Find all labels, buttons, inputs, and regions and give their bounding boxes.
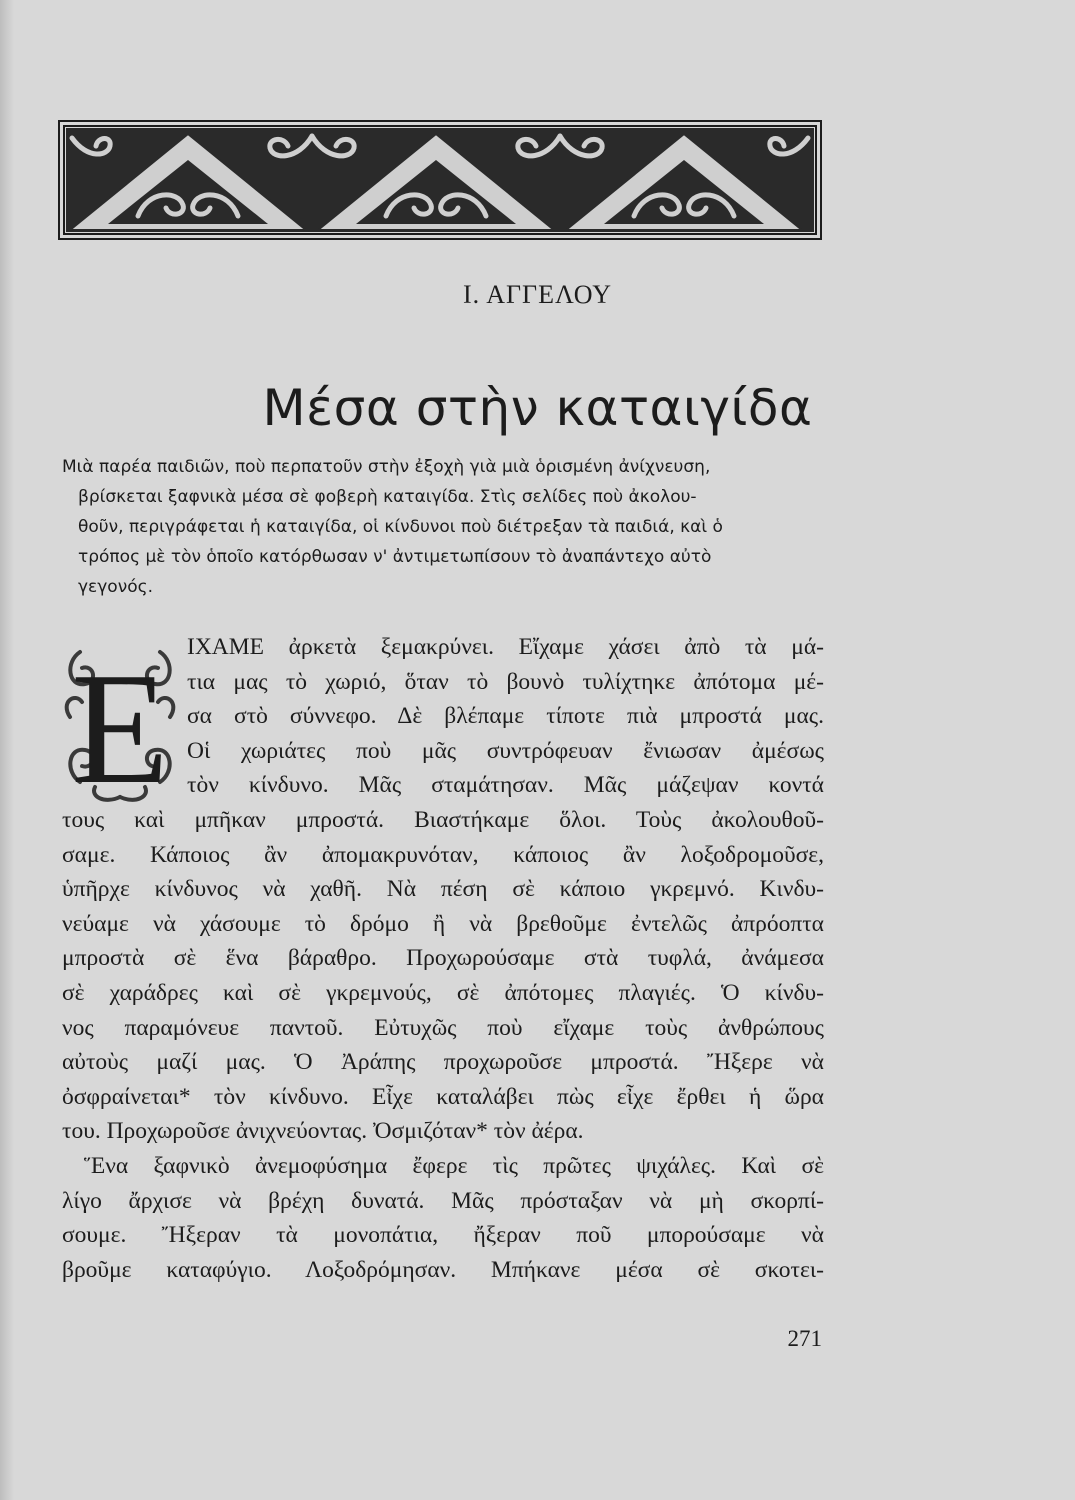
body-line: σουμε. Ἤξεραν τὰ μονοπάτια, ἤξεραν ποῦ μπορούσαμε νὰ — [62, 1222, 824, 1249]
chapter-summary — [62, 452, 822, 602]
summary-line: γεγονός. — [78, 577, 153, 597]
body-line: ΙΧΑΜΕ ἀρκετὰ ξεμακρύνει. Εἴχαμε χάσει ἀπὸ τὰ μά- — [187, 634, 824, 660]
body-line: σα στὸ σύννεφο. Δὲ βλέπαμε τίποτε πιὰ μπροστά μας. — [187, 703, 824, 730]
page-number: 271 — [787, 1326, 822, 1351]
body-line: σὲ χαράδρες καὶ σὲ γκρεμνούς, σὲ ἀπότομες πλαγιές. Ὁ κίνδυ- — [62, 979, 824, 1006]
body-line: του. Προχωροῦσε ἀνιχνεύοντας. Ὀσμιζόταν* τὸν ἀέρα. — [62, 1118, 584, 1145]
ornament-graphic — [58, 120, 822, 240]
body-line: σαμε. Κάποιος ἂν ἀπομακρυνόταν, κάποιος ἂν λοξοδρομοῦσε, — [62, 841, 824, 868]
body-line: ὑπῆρχε κίνδυνος νὰ χαθῆ. Νὰ πέση σὲ κάποιο γκρεμνό. Κινδυ- — [62, 876, 824, 903]
page-edge — [0, 0, 14, 1500]
body-line: λίγο ἄρχισε νὰ βρέχη δυνατά. Μᾶς πρόσταξαν νὰ μὴ σκορπί- — [62, 1187, 824, 1214]
summary-line: βρίσκεται ξαφνικὰ μέσα σὲ φοβερὴ καταιγίδα. Στὶς σελίδες ποὺ ἀκολου- — [78, 487, 697, 507]
body-line: τους καὶ μπῆκαν μπροστά. Βιαστήκαμε ὅλοι. Τοὺς ἀκολουθοῦ- — [62, 806, 824, 833]
body-line: τὸν κίνδυνο. Μᾶς σταμάτησαν. Μᾶς μάζεψαν κοντά — [187, 772, 824, 799]
body-line: μπροστὰ σὲ ἕνα βάραθρο. Προχωρούσαμε στὰ τυφλά, ἀνάμεσα — [62, 945, 824, 972]
body-line: τια μας τὸ χωριό, ὅταν τὸ βουνὸ τυλίχτηκε ἀπότομα μέ- — [187, 668, 824, 695]
summary-line: Μιὰ παρέα παιδιῶν, ποὺ περπατοῦν στὴν ἐξοχὴ γιὰ μιὰ ὁρισμένη ἀνίχνευση, — [62, 457, 711, 477]
summary-line: τρόπος μὲ τὸν ὁποῖο κατόρθωσαν ν' ἀντιμετωπίσουν τὸ ἀναπάντεχο αὐτὸ — [78, 547, 712, 567]
body-text — [62, 630, 824, 1287]
body-line: ὀσφραίνεται* τὸν κίνδυνο. Εἶχε καταλάβει πὼς εἶχε ἔρθει ἡ ὥρα — [62, 1083, 824, 1110]
chapter-title: Μέσα στὴν καταιγίδα — [262, 378, 813, 437]
body-line: Οἱ χωριάτες ποὺ μᾶς συντρόφευαν ἔνιωσαν ἀμέσως — [187, 737, 824, 764]
ornamental-banner — [58, 120, 822, 240]
body-line: νος παραμόνευε παντοῦ. Εὐτυχῶς ποὺ εἴχαμε τοὺς ἀνθρώπους — [62, 1014, 824, 1041]
body-line: νεύαμε νὰ χάσουμε τὸ δρόμο ἢ νὰ βρεθοῦμε ἐντελῶς ἀπρόοπτα — [62, 910, 824, 937]
drop-cap-letter: Ε — [71, 639, 169, 808]
body-line: αὐτοὺς μαζί μας. Ὁ Ἀράπης προχωροῦσε μπροστά. Ἤξερε νὰ — [62, 1049, 824, 1076]
body-line: βροῦμε καταφύγιο. Λοξοδρόμησαν. Μπήκανε μέσα σὲ σκοτει- — [62, 1256, 824, 1283]
author-name: Ι. ΑΓΓΕΛΟΥ — [463, 280, 612, 309]
body-line: Ἕνα ξαφνικὸ ἀνεμοφύσημα ἔφερε τὶς πρῶτες ψιχάλες. Καὶ σὲ — [84, 1152, 824, 1179]
summary-line: θοῦν, περιγράφεται ἡ καταιγίδα, οἱ κίνδυνοι ποὺ διέτρεξαν τὰ παιδιά, καὶ ὁ — [78, 517, 723, 537]
